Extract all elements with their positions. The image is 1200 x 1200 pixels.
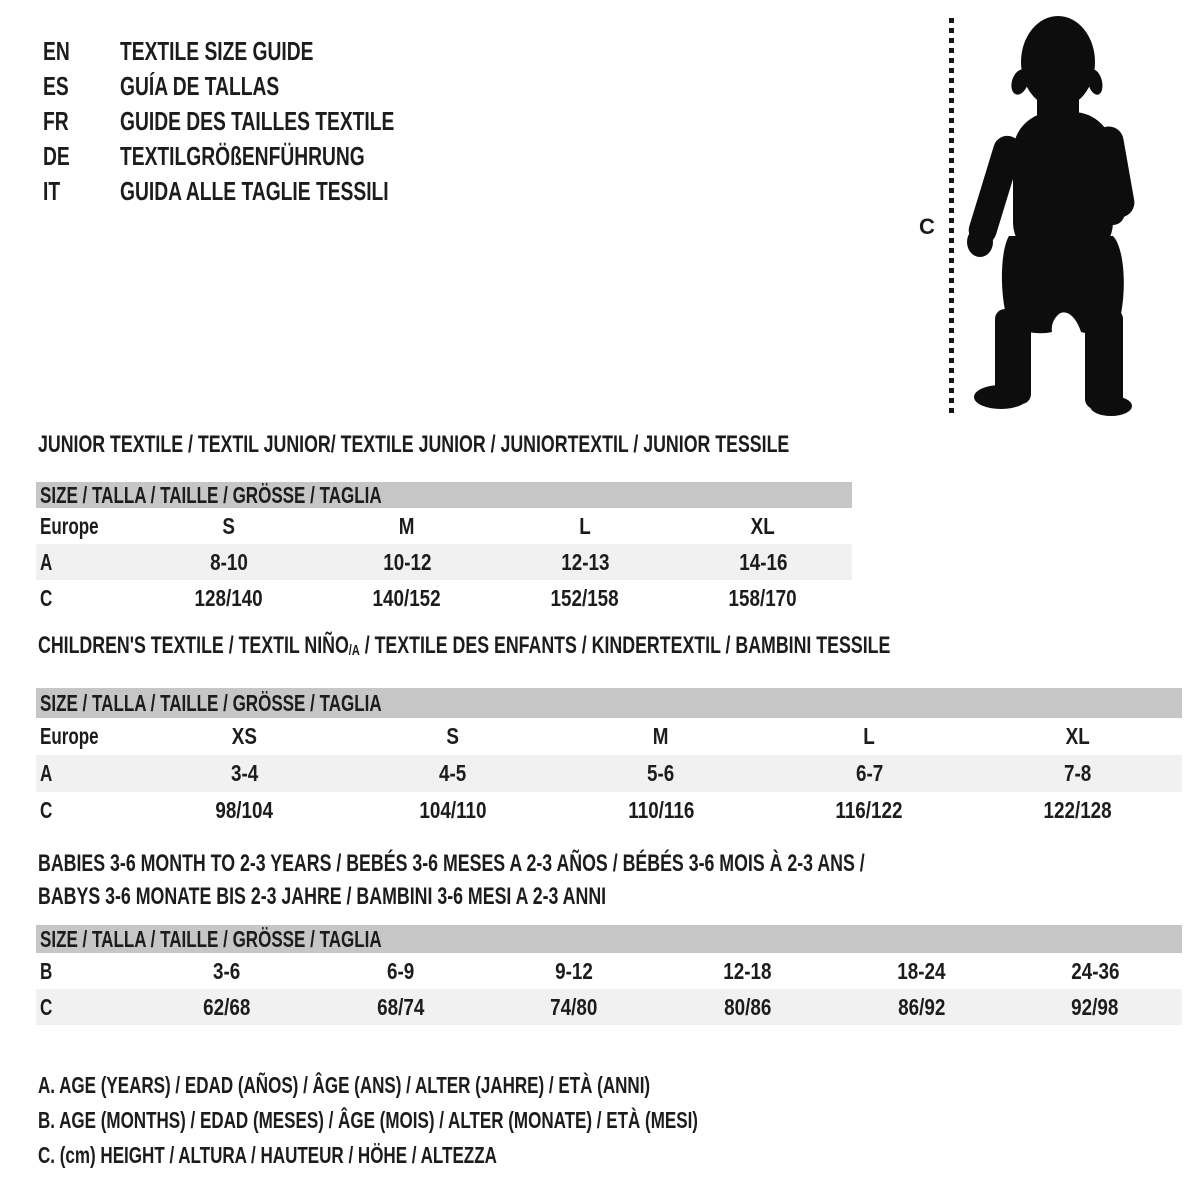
children-row-age	[36, 755, 1182, 792]
age-cell: 6-9	[386, 957, 415, 984]
row-label: C	[40, 584, 53, 611]
lang-code-fr: FR	[43, 106, 69, 136]
row-label: C	[40, 993, 53, 1020]
lang-row-de	[43, 139, 491, 174]
height-cell: 86/92	[897, 993, 946, 1020]
junior-section-title	[38, 432, 1053, 458]
lang-code-en: EN	[43, 36, 70, 66]
row-label: Europe	[40, 723, 99, 749]
babies-row-months	[36, 953, 1182, 989]
lang-title-en: TEXTILE SIZE GUIDE	[120, 36, 314, 66]
age-cell: 3-6	[213, 957, 241, 984]
age-cell: 9-12	[555, 957, 594, 984]
height-cell: 110/116	[627, 797, 695, 823]
children-title-prefix: CHILDREN'S TEXTILE / TEXTIL NIÑO	[38, 632, 349, 659]
children-size-table	[36, 688, 1182, 829]
size-cell: L	[579, 512, 591, 539]
children-title-suffix: / TEXTILE DES ENFANTS / KINDERTEXTIL / BAMBINI TESSILE	[359, 632, 891, 659]
row-label: Europe	[40, 512, 99, 539]
height-cell: 128/140	[194, 584, 264, 611]
lang-code-it: IT	[43, 176, 61, 206]
junior-size-table	[36, 482, 852, 616]
lang-title-es: GUÍA DE TALLAS	[120, 71, 280, 101]
babies-title-line2: BABYS 3-6 MONATE BIS 2-3 JAHRE / BAMBINI 3-6 MESI A 2-3 ANNI	[38, 883, 607, 910]
height-cell: 152/158	[550, 584, 620, 611]
age-cell: 6-7	[855, 760, 884, 786]
size-cell: XL	[750, 512, 776, 539]
children-row-europe	[36, 718, 1182, 755]
babies-size-header-bar	[36, 925, 1182, 953]
note-age-months: B. AGE (MONTHS) / EDAD (MESES) / ÂGE (MOIS) / ALTER (MONATE) / ETÀ (MESI)	[38, 1107, 698, 1133]
height-measure-label: C	[919, 214, 935, 239]
height-cell: 116/122	[835, 797, 903, 823]
junior-row-europe	[36, 508, 852, 544]
age-cell: 7-8	[1064, 760, 1092, 786]
age-cell: 4-5	[438, 760, 467, 786]
babies-title-line1: BABIES 3-6 MONTH TO 2-3 YEARS / BEBÉS 3-6 MESES A 2-3 AÑOS / BÉBÉS 3-6 MOIS À 2-3 ANS /	[38, 850, 865, 877]
children-size-header-bar	[36, 688, 1182, 718]
language-title-block	[43, 34, 491, 209]
size-header-label: SIZE / TALLA / TAILLE / GRÖSSE / TAGLIA	[40, 481, 382, 508]
height-cell: 98/104	[215, 797, 274, 823]
age-cell: 8-10	[210, 548, 248, 575]
lang-row-it	[43, 174, 491, 209]
size-cell: M	[399, 512, 415, 539]
note-height-cm: C. (cm) HEIGHT / ALTURA / HAUTEUR / HÖHE / ALTEZZA	[38, 1142, 497, 1168]
children-section-title	[38, 633, 1190, 664]
children-title-subscript: /A	[348, 642, 360, 659]
junior-size-header-bar	[36, 482, 852, 508]
height-cell: 74/80	[550, 993, 598, 1020]
lang-row-es	[43, 69, 491, 104]
lang-title-fr: GUIDE DES TAILLES TEXTILE	[120, 106, 395, 136]
junior-row-height	[36, 580, 852, 616]
babies-row-height	[36, 989, 1182, 1025]
height-measure-dashed-line	[949, 18, 954, 414]
lang-row-en	[43, 34, 491, 69]
size-header-label: SIZE / TALLA / TAILLE / GRÖSSE / TAGLIA	[40, 925, 382, 952]
age-cell: 12-18	[723, 957, 772, 984]
age-cell: 5-6	[647, 760, 675, 786]
baby-silhouette-icon	[963, 14, 1140, 419]
row-label: A	[40, 548, 53, 575]
children-section-title-text	[38, 633, 890, 664]
age-cell: 14-16	[738, 548, 788, 575]
babies-size-table	[36, 925, 1182, 1025]
note-age-years: A. AGE (YEARS) / EDAD (AÑOS) / ÂGE (ANS) / ALTER (JAHRE) / ETÀ (ANNI)	[38, 1072, 651, 1098]
size-cell: S	[446, 723, 459, 749]
age-cell: 24-36	[1071, 957, 1120, 984]
height-cell: 122/128	[1043, 797, 1112, 823]
age-cell: 12-13	[560, 548, 610, 575]
row-label: C	[40, 797, 53, 823]
lang-row-fr	[43, 104, 491, 139]
babies-section-title	[38, 847, 1155, 913]
age-cell: 10-12	[382, 548, 432, 575]
size-header-label: SIZE / TALLA / TAILLE / GRÖSSE / TAGLIA	[40, 689, 382, 716]
lang-code-de: DE	[43, 141, 70, 171]
height-cell: 68/74	[376, 993, 425, 1020]
height-cell: 158/170	[728, 584, 798, 611]
legend-notes	[38, 1068, 930, 1173]
height-cell: 80/86	[724, 993, 772, 1020]
children-row-height	[36, 792, 1182, 829]
size-cell: M	[653, 723, 669, 749]
size-cell: S	[222, 512, 236, 539]
size-cell: L	[863, 723, 876, 749]
height-cell: 62/68	[203, 993, 251, 1020]
junior-row-age	[36, 544, 852, 580]
height-cell: 104/110	[419, 797, 487, 823]
lang-code-es: ES	[43, 71, 69, 101]
lang-title-it: GUIDA ALLE TAGLIE TESSILI	[120, 176, 389, 206]
junior-section-title-text: JUNIOR TEXTILE / TEXTIL JUNIOR/ TEXTILE JUNIOR / JUNIORTEXTIL / JUNIOR TESSILE	[38, 431, 790, 458]
row-label: A	[40, 760, 53, 786]
row-label: B	[40, 957, 53, 984]
height-cell: 140/152	[372, 584, 442, 611]
age-cell: 3-4	[230, 760, 258, 786]
lang-title-de: TEXTILGRÖßENFÜHRUNG	[120, 141, 365, 171]
age-cell: 18-24	[897, 957, 946, 984]
size-cell: XS	[231, 723, 257, 749]
height-cell: 92/98	[1071, 993, 1119, 1020]
size-cell: XL	[1065, 723, 1090, 749]
